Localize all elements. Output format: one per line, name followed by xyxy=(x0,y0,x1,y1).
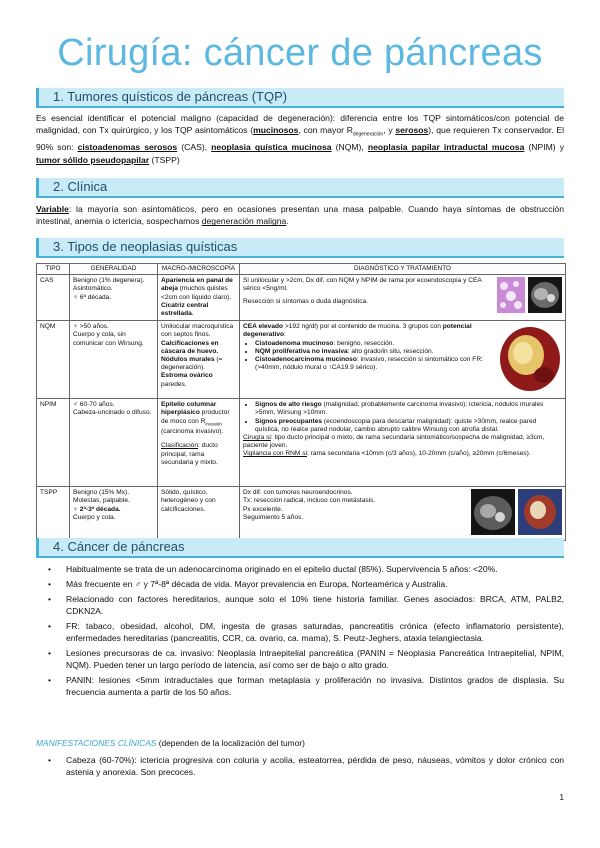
npim-c1b: : tipo ducto principal o mixto, de rama secundaria sintomático/sospecha de malignidad, ≥3cm, paciente joven. xyxy=(243,434,545,450)
cabeza-label: Cabeza (60-70%) xyxy=(66,755,135,765)
npim-dx xyxy=(240,399,566,487)
nqm-macro-3: Nódulos murales xyxy=(161,356,215,364)
nqm-b3b: : invasivo, resección si sintomático con FR: (>40mm, nódulo mural o ↑CA19.9 sérico). xyxy=(255,356,483,372)
th-diagnostico: DIAGNÓSTICO Y TRATAMIENTO xyxy=(240,264,566,275)
section-4-list xyxy=(36,563,564,701)
list-item: • PANIN: lesiones <5mm intraductales que forman metaplasia y proliferación no invasiva. Distintos grados de displasia. Su frecuencia aumenta a partir de los 50 años. xyxy=(36,674,564,699)
s1-text-6: (NQM), xyxy=(331,142,368,153)
npim-b2a: Signos preocupantes xyxy=(255,417,323,425)
manif-note: (dependen de la localización del tumor) xyxy=(156,738,305,748)
nqm-b1b: : benigno, resección. xyxy=(333,339,395,347)
nqm-tipo: NQM xyxy=(37,321,70,399)
npim-macro-1: Epitelio columnar hiperplásico xyxy=(161,401,217,417)
s1-text-5: (CAS), xyxy=(177,142,212,153)
table-row-nqm xyxy=(37,321,566,399)
nqm-gen-1: ♀ >50 años. xyxy=(73,323,109,331)
npim-generalidad xyxy=(70,399,158,487)
section-2-heading: 2. Clínica xyxy=(53,179,108,194)
table-row-npim xyxy=(37,399,566,487)
cas-macro-2: (muchos quistes <2cm con líquido claro). xyxy=(161,285,232,301)
tspp-gen-4: Cuerpo y cola. xyxy=(73,513,116,521)
section-1-paragraph xyxy=(36,112,564,166)
nqm-b2a: NQM proliferativa no invasiva xyxy=(255,347,348,355)
manif-title: MANIFESTACIONES CLÍNICAS xyxy=(36,738,157,748)
npim-gen-2: Cabeza-uncinado o difuso. xyxy=(73,409,152,417)
cas-tipo: CAS xyxy=(37,275,70,321)
histology-image xyxy=(497,277,525,313)
tspp-macro: Sólido, quístico, heterogéneo y con calcificaciones. xyxy=(158,487,240,541)
npim-cirugia: Cirugía si xyxy=(243,434,271,442)
nqm-macro-1: Unilocular macroquística con septos finos. xyxy=(161,323,234,339)
table-header-row xyxy=(37,264,566,275)
npim-macro xyxy=(158,399,240,487)
nqm-gen-2: Cuerpo y cola, sin comunicar con Wirsung. xyxy=(73,331,144,347)
nqm-macro-4: Estroma ovárico xyxy=(161,372,213,380)
tspp-images xyxy=(471,489,562,535)
th-macro: MACRO-/MICROSCOPÍA xyxy=(158,264,240,275)
tspp-gen-2: Molestas, palpable. xyxy=(73,497,130,505)
cas-macro-4: . xyxy=(191,310,194,318)
npim-v1b: : rama secundaria <10mm (c/3 años), 10-20mm (c/año), ≥20mm (c/6meses). xyxy=(307,450,531,458)
ct-scan-image xyxy=(471,489,515,535)
section-2-header xyxy=(36,178,564,198)
s1-text-1: Es esencial identificar el potencial maligno (capacidad de degeneración): diferencia entre los TQP sintomáticos/con potencial de malignidad, con Tx quirúrgico, y los TQP asintomáticos ( xyxy=(36,113,564,136)
npim-macro-sub: invasión xyxy=(205,420,222,426)
list-item: • Lesiones precursoras de ca. invasivo: Neoplasia Intraepitelial pancreática (PANIN = Neoplasia Pancreática Intraepitelial, NPIM, NQM). Pueden tener un largo período de latencia, así como ser de bajo o alto grado. xyxy=(36,647,564,672)
cas-dx-1: Si unilocular y >2cm, Dx dif. con NQM y NPIM de rama por ecoendoscopia y CEA sérico <5ng/ml. xyxy=(243,277,482,293)
manifestaciones-heading xyxy=(36,738,305,748)
nqm-dx xyxy=(240,321,566,399)
cas-gen-3: ♀ 6ª década. xyxy=(73,293,112,301)
cas-generalidad xyxy=(70,275,158,321)
tspp-dx-4: Seguimiento 5 años. xyxy=(243,513,304,521)
cas-dx-2: Resección si síntomas o duda diagnóstica. xyxy=(243,297,368,305)
s2-variable-label: Variable xyxy=(36,204,69,214)
tspp-gen-1: Benigno (15% Mx). xyxy=(73,489,130,497)
nqm-potencial: potencial degenerativo xyxy=(243,323,472,339)
section-4-header xyxy=(36,538,564,558)
s1-sub: degeneración xyxy=(352,132,384,139)
s1-neoplasia-papilar: neoplasia papilar intraductal mucosa xyxy=(367,142,525,153)
section-4-heading: 4. Cáncer de páncreas xyxy=(53,539,185,554)
nqm-macro-4b: paredes. xyxy=(161,380,187,388)
list-item xyxy=(36,754,564,779)
list-item: • Más frecuente en ♂ y 7ª-8ª década de vida. Mayor prevalencia en Europa, Norteamérica y Australia. xyxy=(36,578,564,590)
surgical-specimen-image xyxy=(496,323,562,395)
cabeza-text: : ictericia progresiva con coluria y acolia, esteatorrea, pérdida de peso, náuseas, vómitos y dolor crónico con astenia y anorexia. Son precoces. xyxy=(66,755,565,778)
nqm-b3a: Cistoadenocarcinoma mucinoso xyxy=(255,356,357,364)
section-3-header xyxy=(36,238,564,258)
s2-end: . xyxy=(286,216,289,227)
nqm-macro-3b: (= degeneración). xyxy=(161,356,223,372)
s1-serosos: serosos xyxy=(395,125,429,136)
s1-text-8: (TSPP) xyxy=(149,154,180,165)
tspp-gen-3: ♀ 2ª-3ª década. xyxy=(73,505,121,513)
npim-macro-2: productor de moco con R xyxy=(161,409,230,425)
nqm-dx-intro-4: : xyxy=(284,331,286,339)
tspp-dx-1: Dx dif. con tumores neuroendocrinos. xyxy=(243,489,353,497)
tspp-tipo: TSPP xyxy=(37,487,70,541)
cas-images xyxy=(497,277,562,313)
nqm-dx-intro-2: >192 ng/dl) por el contenido de mucina. 3 grupos con xyxy=(283,323,443,331)
npim-macro-5: : ducto principal, rama secundaria y mixto. xyxy=(161,442,218,466)
nqm-b2b: : alto grado/in situ, resección. xyxy=(347,347,434,355)
table-row-tspp xyxy=(37,487,566,541)
s1-neoplasia-mucinosa: neoplasia quística mucinosa xyxy=(211,142,332,153)
tspp-dx-2: Tx: resección radical, incluso con metástasis. xyxy=(243,497,376,505)
cas-macro-3: Cicatriz central estrellada xyxy=(161,301,209,318)
nqm-b1a: Cistoadenoma mucinoso xyxy=(255,339,334,347)
cas-macro-1: Apariencia en panal de abeja xyxy=(161,277,233,293)
nqm-macro-2: Calcificaciones en cáscara de huevo. xyxy=(161,339,219,355)
list-item xyxy=(255,401,562,417)
npim-macro-3: (carcinoma invasivo). xyxy=(161,428,224,436)
cas-macro xyxy=(158,275,240,321)
s1-mucinosos: mucinosos xyxy=(253,125,299,136)
s1-tumor-solido: tumor sólido pseudopapilar xyxy=(36,154,150,165)
s2-text: : la mayoría son asintomáticos, pero en ocasiones presentan una masa palpable. Cuando haya síntomas de obstrucción intestinal, anemia o ictericia, sospechamos xyxy=(36,204,564,227)
nqm-cea: CEA elevado xyxy=(243,323,284,331)
neoplasias-table xyxy=(36,263,566,541)
s1-text-7: (NPIM) y xyxy=(524,142,565,153)
npim-b1b: (malignidad, probablemente carcinoma invasivo): ictericia, nódulos murales >5mm, Wirsung >10mm. xyxy=(255,401,544,417)
npim-b1a: Signos de alto riesgo xyxy=(255,401,322,409)
page-number: 1 xyxy=(559,793,564,802)
nqm-generalidad xyxy=(70,321,158,399)
ct-scan-image xyxy=(528,277,562,313)
tspp-generalidad xyxy=(70,487,158,541)
section-1-header xyxy=(36,88,564,108)
tspp-dx xyxy=(240,487,566,541)
th-tipo: TIPO xyxy=(37,264,70,275)
list-item xyxy=(255,418,562,434)
npim-signs-list xyxy=(243,401,562,434)
nqm-macro xyxy=(158,321,240,399)
surgical-specimen-image xyxy=(518,489,562,535)
cas-dx xyxy=(240,275,566,321)
th-generalidad: GENERALIDAD xyxy=(70,264,158,275)
npim-tipo: NPIM xyxy=(37,399,70,487)
section-3-heading: 3. Tipos de neoplasias quísticas xyxy=(53,239,238,254)
list-item: • FR: tabaco, obesidad, alcohol, DM, ingesta de grasas saturadas, pancreatitis crónica (efecto inflamatorio persistente), enfermedades hereditarias (pancreatitis, CCR, ca. ovario, ca. mama), S. Peutz-Jeghers, ataxia telangiectasia. xyxy=(36,620,564,645)
cas-gen-2: Asintomático. xyxy=(73,285,113,293)
list-item: • Relacionado con factores hereditarios, aunque solo el 10% tiene historia familiar. Genes asociados: BRCA, ATM, PALB2, CDKN2A. xyxy=(36,593,564,618)
table-row-cas xyxy=(37,275,566,321)
npim-vigilancia: Vigilancia con RNM si xyxy=(243,450,308,458)
manifestaciones-list xyxy=(36,754,564,781)
section-2-paragraph xyxy=(36,203,564,228)
s1-text-3: , y xyxy=(383,125,396,136)
npim-gen-1: ♂ 60-70 años. xyxy=(73,401,115,409)
s1-text-2: , con mayor R xyxy=(298,125,353,136)
s2-degeneracion: degeneración maligna xyxy=(201,216,287,227)
s1-cistoadenomas: cistoadenomas serosos xyxy=(77,142,178,153)
page-title: Cirugía: cáncer de páncreas xyxy=(57,32,543,74)
tspp-dx-3: Px excelente. xyxy=(243,505,283,513)
list-item: • Habitualmente se trata de un adenocarcinoma originado en el epitelio ductal (85%). Supervivencia 5 años: <20%. xyxy=(36,563,564,575)
section-1-heading: 1. Tumores quísticos de páncreas (TQP) xyxy=(53,89,288,104)
npim-clasificacion: Clasificación xyxy=(161,442,199,450)
npim-b2b: (ecoendoscopia para descartar malignidad): quiste >30mm, realce pared quística, no realce pared nodular, cambio abrupto calibre Wirsung con atrofia distal. xyxy=(255,417,537,433)
cas-gen-1: Benigno (1% degenera). xyxy=(73,277,145,285)
s1-text-4: ), que requieren Tx conservador. El 90% son: xyxy=(36,125,564,153)
